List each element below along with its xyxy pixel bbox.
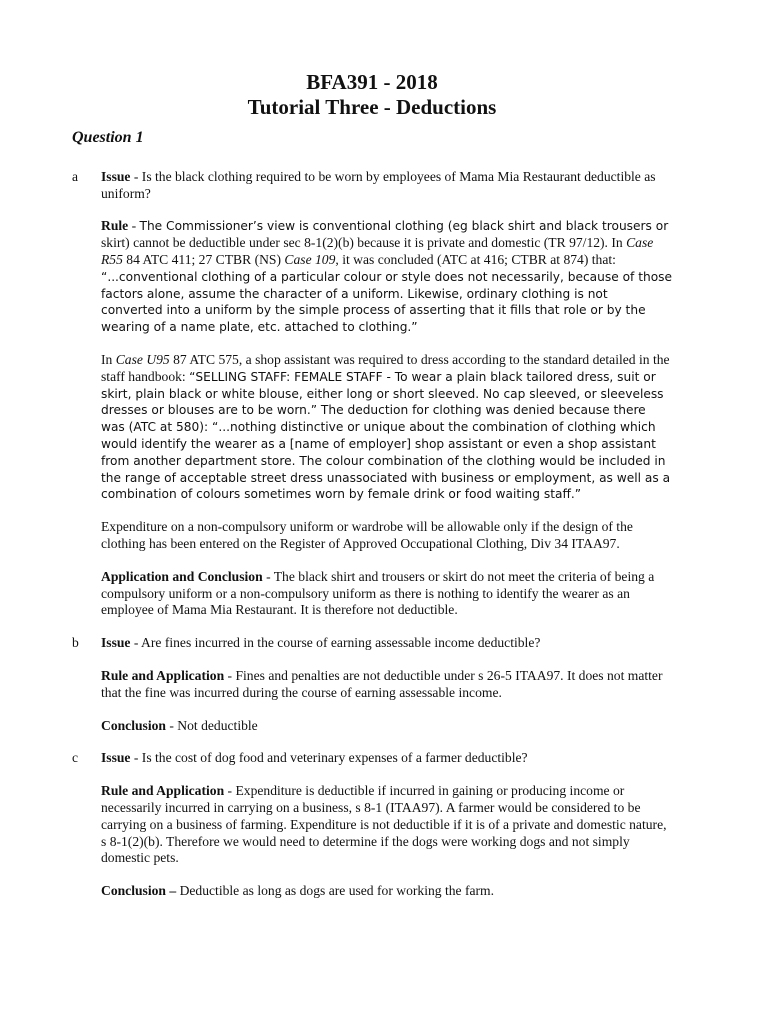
rule-text: 84 ATC 411; 27 CTBR (NS) bbox=[122, 251, 285, 267]
rule-text: - Expenditure is deductible if incurred in gaining or producing income or necessarily incurred in carrying on a business, s 8-1 (ITAA97). A farmer would be considered to be carrying on a business of farming. Expenditure is not deductible if it is of a private and domestic nature, s 8-1(2)(b). Therefore we would need to determine if the dogs were working dogs and not simply domestic pets. bbox=[101, 783, 667, 866]
issue-text: - Is the cost of dog food and veterinary expenses of a farmer deductible? bbox=[130, 750, 528, 766]
part-c bbox=[72, 750, 672, 900]
issue-label: Issue bbox=[101, 168, 131, 184]
case-citation: Case U95 bbox=[115, 351, 170, 367]
issue-label: Issue bbox=[101, 635, 131, 651]
part-a-issue bbox=[101, 169, 672, 203]
part-c-issue bbox=[101, 750, 672, 767]
application-text: - The black shirt and trousers or skirt do not meet the criteria of being a compulsory uniform or a non-compulsory uniform as there is nothing to identify the wearer as an employee of Mama Mia Restaurant. It is therefore not deductible. bbox=[101, 568, 655, 618]
case-citation: Case R55 bbox=[101, 235, 654, 267]
rule-label: Rule bbox=[101, 218, 129, 234]
rule-label: Rule and Application bbox=[101, 783, 225, 799]
question-heading: Question 1 bbox=[72, 129, 144, 146]
issue-label: Issue bbox=[101, 750, 131, 766]
part-b-marker: b bbox=[72, 635, 79, 651]
part-a bbox=[72, 169, 672, 619]
part-c-marker: c bbox=[72, 750, 79, 766]
issue-text: - Is the black clothing required to be worn by employees of Mama Mia Restaurant deductible as uniform? bbox=[101, 168, 656, 201]
rule-text: skirt) cannot be deductible under sec 8-1(2)(b) because it is private and domestic (TR 97/12). In bbox=[101, 235, 627, 251]
para-text: In bbox=[101, 351, 116, 367]
part-a-marker: a bbox=[72, 168, 79, 184]
application-label: Application and Conclusion bbox=[101, 568, 263, 584]
part-c-conclusion bbox=[101, 883, 672, 900]
para-text: 87 ATC 575, a shop assistant was required to dress according to the standard detailed in the staff handbook: bbox=[101, 351, 670, 384]
conclusion-text: - Not deductible bbox=[165, 717, 258, 733]
rule-text: , it was concluded (ATC at 416; CTBR at 874) that: bbox=[335, 251, 616, 267]
rule-text: - bbox=[128, 218, 140, 234]
document-subtitle: Tutorial Three - Deductions bbox=[247, 95, 497, 119]
conclusion-text: Deductible as long as dogs are used for working the farm. bbox=[176, 883, 495, 899]
rule-text: - Fines and penalties are not deductible under s 26-5 ITAA97. It does not matter that the fine was incurred during the course of earning assessable income. bbox=[101, 667, 663, 700]
conclusion-label: Conclusion – bbox=[101, 883, 177, 899]
part-a-application bbox=[101, 569, 672, 619]
part-a-noncompulsory: Expenditure on a non-compulsory uniform or wardrobe will be allowable only if the design of the clothing has been entered on the Register of Approved Occupational Clothing, Div 34 ITAA97. bbox=[101, 519, 633, 551]
part-c-rule bbox=[101, 783, 672, 867]
part-a-rule bbox=[101, 218, 672, 336]
part-b-issue bbox=[101, 635, 672, 652]
conclusion-label: Conclusion bbox=[101, 717, 166, 733]
part-b bbox=[72, 635, 672, 734]
document-title: BFA391 - 2018 bbox=[306, 70, 438, 94]
part-b-rule bbox=[101, 668, 672, 702]
quote-conventional-clothing: “...conventional clothing of a particular colour or style does not necessarily, because of those factors alone, assume the character of a uniform. Likewise, ordinary clothing is not converted into a uniform by the simple process of asserting that it fills that role or by the wearing of a name plate, etc. attached to clothing.” bbox=[101, 269, 673, 335]
rule-label: Rule and Application bbox=[101, 667, 225, 683]
issue-text: - Are fines incurred in the course of earning assessable income deductible? bbox=[130, 635, 541, 651]
part-b-conclusion bbox=[101, 718, 672, 735]
case-citation: Case 109 bbox=[284, 251, 336, 267]
rule-text: The Commissioner’s view is conventional clothing (eg black shirt and black trousers or bbox=[139, 219, 669, 234]
quote-selling-staff: “SELLING STAFF: FEMALE STAFF - To wear a plain black tailored dress, suit or skirt, plain black or white blouse, either long or short sleeved. No cap sleeved, or sleeveless dresses or blouses are to be worn.” The deduction for clothing was denied because there was (ATC at 580): “...nothing distinctive or unique about the combination of clothing which would identify the wearer as a [name of employer] shop assistant or even a shop assistant from another department store. The colour combination of the clothing would be included in the range of acceptable street dress unassociated with business or employment, as well as a combination of colours sometimes worn by female drink or food waiting staff.” bbox=[101, 369, 671, 502]
part-a-case-u95 bbox=[101, 352, 672, 503]
